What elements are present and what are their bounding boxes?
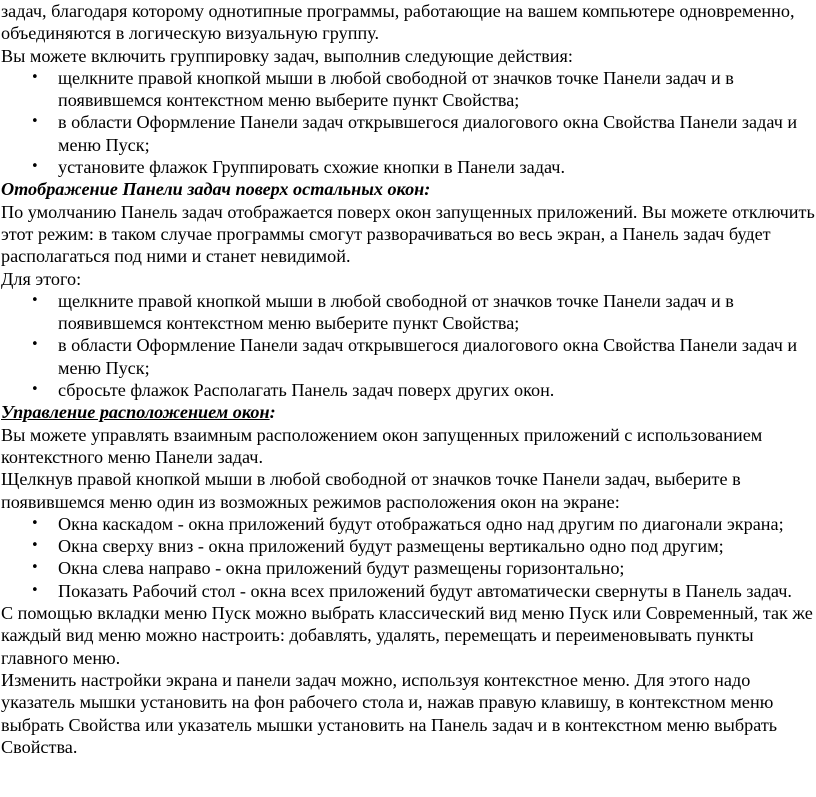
list-item: • Окна каскадом - окна приложений будут отображаться одно над другим по диагонали экрана; xyxy=(58,513,816,535)
list-item: • Окна слева направо - окна приложений будут размещены горизонтально; xyxy=(58,557,816,579)
heading-window-arrangement xyxy=(1,401,816,423)
paragraph-intro: задач, благодаря которому однотипные программы, работающие на вашем компьютере одновременно, объединяются в логическую визуальную группу. xyxy=(1,1,795,44)
paragraph-for-this: Для этого: xyxy=(1,268,82,289)
list-item: • сбросьте флажок Располагать Панель задач поверх других окон. xyxy=(58,379,816,401)
list-item: • в области Оформление Панели задач открывшегося диалогового окна Свойства Панели задач и меню Пуск; xyxy=(58,111,816,156)
paragraph-grouping: Вы можете включить группировку задач, выполнив следующие действия: xyxy=(1,45,573,66)
list-item: • установите флажок Группировать схожие кнопки в Панели задач. xyxy=(58,156,816,178)
grouping-steps-list xyxy=(1,67,816,178)
paragraph-taskbar-on-top: По умолчанию Панель задач отображается поверх окон запущенных приложений. Вы можете отключить этот режим: в таком случае программы смогут разворачиваться во весь экран, а Панель задач будет располагаться под ними и станет невидимой. xyxy=(1,201,815,267)
list-item: • щелкните правой кнопкой мыши в любой свободной от значков точке Панели задач и в появившемся контекстном меню выберите пункт Свойства; xyxy=(58,290,816,335)
heading-window-arrangement-text: Управление расположением окон xyxy=(1,402,270,423)
on-top-steps-list xyxy=(1,290,816,401)
paragraph-screen-settings: Изменить настройки экрана и панели задач можно, используя контекстное меню. Для этого надо указатель мышки установить на фон рабочего стола и, нажав правую клавишу, в контекстном меню выбрать Свойства или указатель мышки установить на Панель задач и в контекстном меню выбрать Свойства. xyxy=(1,669,778,757)
list-item: • Показать Рабочий стол - окна всех приложений будут автоматически свернуты в Панель задач. xyxy=(58,580,816,602)
list-item: • щелкните правой кнопкой мыши в любой свободной от значков точке Панели задач и в появившемся контекстном меню выберите пункт Свойства; xyxy=(58,67,816,112)
list-item: • в области Оформление Панели задач открывшегося диалогового окна Свойства Панели задач и меню Пуск; xyxy=(58,334,816,379)
heading-colon: : xyxy=(269,402,276,423)
arrangement-modes-list xyxy=(1,513,816,602)
paragraph-manage-windows: Вы можете управлять взаимным расположением окон запущенных приложений с использованием контекстного меню Панели задач. xyxy=(1,424,763,467)
paragraph-right-click: Щелкнув правой кнопкой мыши в любой свободной от значков точке Панели задач, выберите в появившемся меню один из возможных режимов расположения окон на экране: xyxy=(1,469,741,512)
paragraph-start-menu: С помощью вкладки меню Пуск можно выбрать классический вид меню Пуск или Современный, так же каждый вид меню можно настроить: добавлять, удалять, перемещать и переименовывать пункты главного меню. xyxy=(1,603,813,668)
heading-taskbar-on-top: Отображение Панели задач поверх остальных окон: xyxy=(1,179,431,200)
list-item: • Окна сверху вниз - окна приложений будут размещены вертикально одно под другим; xyxy=(58,535,816,557)
